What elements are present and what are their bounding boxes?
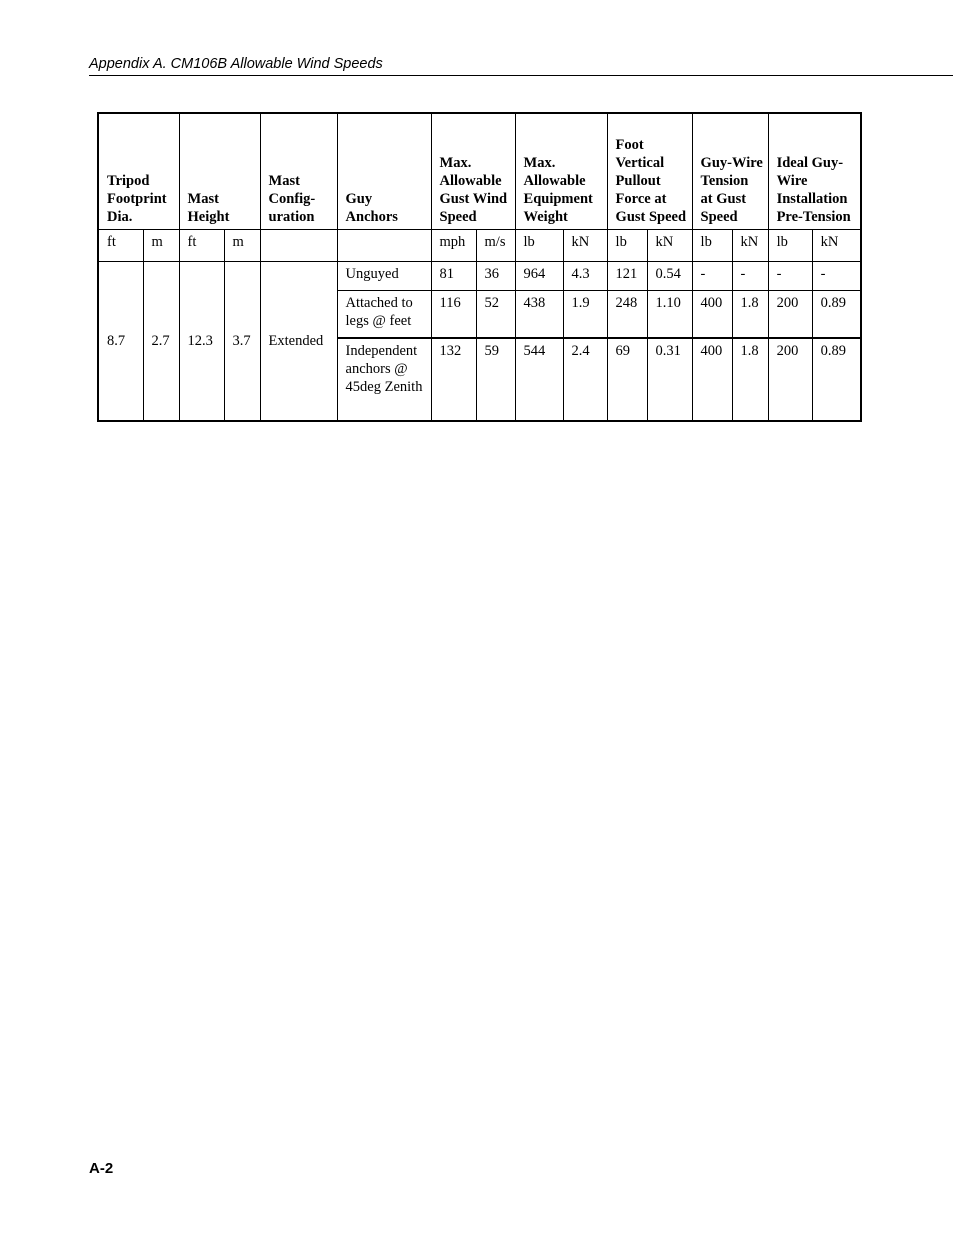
unit-cell: ft <box>179 230 224 262</box>
data-cell: 121 <box>607 262 647 291</box>
data-cell: 2.4 <box>563 338 607 421</box>
data-cell: 132 <box>431 338 476 421</box>
wind-speed-table <box>97 112 862 422</box>
page-number: A-2 <box>89 1160 114 1177</box>
unit-cell: m <box>143 230 179 262</box>
data-cell: 36 <box>476 262 515 291</box>
data-cell: 0.31 <box>647 338 692 421</box>
data-cell: 4.3 <box>563 262 607 291</box>
unit-cell: m <box>224 230 260 262</box>
header-mast-config: Mast Config-uration <box>260 113 337 230</box>
data-cell: 0.89 <box>812 291 861 339</box>
unit-cell: ft <box>98 230 143 262</box>
data-cell: - <box>692 262 732 291</box>
data-cell: 544 <box>515 338 563 421</box>
anchor-cell: Independent anchors @ 45deg Zenith <box>337 338 431 421</box>
header-ideal-tension: Ideal Guy-Wire Installation Pre-Tension <box>768 113 861 230</box>
unit-cell: kN <box>647 230 692 262</box>
unit-cell: kN <box>812 230 861 262</box>
header-max-gust: Max. Allowable Gust Wind Speed <box>431 113 515 230</box>
unit-cell: lb <box>607 230 647 262</box>
tripod-ft-cell: 8.7 <box>98 262 143 422</box>
mast-m-cell: 3.7 <box>224 262 260 422</box>
running-header: Appendix A. CM106B Allowable Wind Speeds <box>89 55 953 76</box>
data-cell: 52 <box>476 291 515 339</box>
header-max-weight: Max. Allowable Equipment Weight <box>515 113 607 230</box>
unit-cell: mph <box>431 230 476 262</box>
header-guy-tension: Guy-Wire Tension at Gust Speed <box>692 113 768 230</box>
data-cell: 248 <box>607 291 647 339</box>
header-tripod: Tripod Footprint Dia. <box>98 113 179 230</box>
data-cell: - <box>812 262 861 291</box>
unit-cell: kN <box>732 230 768 262</box>
data-cell: 1.9 <box>563 291 607 339</box>
unit-cell: lb <box>768 230 812 262</box>
data-cell: 69 <box>607 338 647 421</box>
mast-ft-cell: 12.3 <box>179 262 224 422</box>
data-cell: - <box>768 262 812 291</box>
header-mast-height: Mast Height <box>179 113 260 230</box>
data-cell: 400 <box>692 291 732 339</box>
data-cell: 1.8 <box>732 291 768 339</box>
unit-cell: lb <box>515 230 563 262</box>
table-row <box>98 262 861 291</box>
data-cell: 116 <box>431 291 476 339</box>
anchor-cell: Unguyed <box>337 262 431 291</box>
anchor-cell: Attached to legs @ feet <box>337 291 431 339</box>
data-cell: 81 <box>431 262 476 291</box>
unit-cell: lb <box>692 230 732 262</box>
mast-config-cell: Extended <box>260 262 337 422</box>
data-cell: 0.54 <box>647 262 692 291</box>
data-cell: 1.8 <box>732 338 768 421</box>
data-cell: 964 <box>515 262 563 291</box>
data-cell: 400 <box>692 338 732 421</box>
data-cell: 0.89 <box>812 338 861 421</box>
data-cell: 438 <box>515 291 563 339</box>
data-cell: 59 <box>476 338 515 421</box>
data-cell: 200 <box>768 338 812 421</box>
unit-cell: m/s <box>476 230 515 262</box>
unit-cell: kN <box>563 230 607 262</box>
header-pullout: Foot Vertical Pullout Force at Gust Speed <box>607 113 692 230</box>
data-cell: 200 <box>768 291 812 339</box>
unit-cell <box>260 230 337 262</box>
data-cell: 1.10 <box>647 291 692 339</box>
tripod-m-cell: 2.7 <box>143 262 179 422</box>
header-guy-anchors: Guy Anchors <box>337 113 431 230</box>
data-cell: - <box>732 262 768 291</box>
unit-cell <box>337 230 431 262</box>
